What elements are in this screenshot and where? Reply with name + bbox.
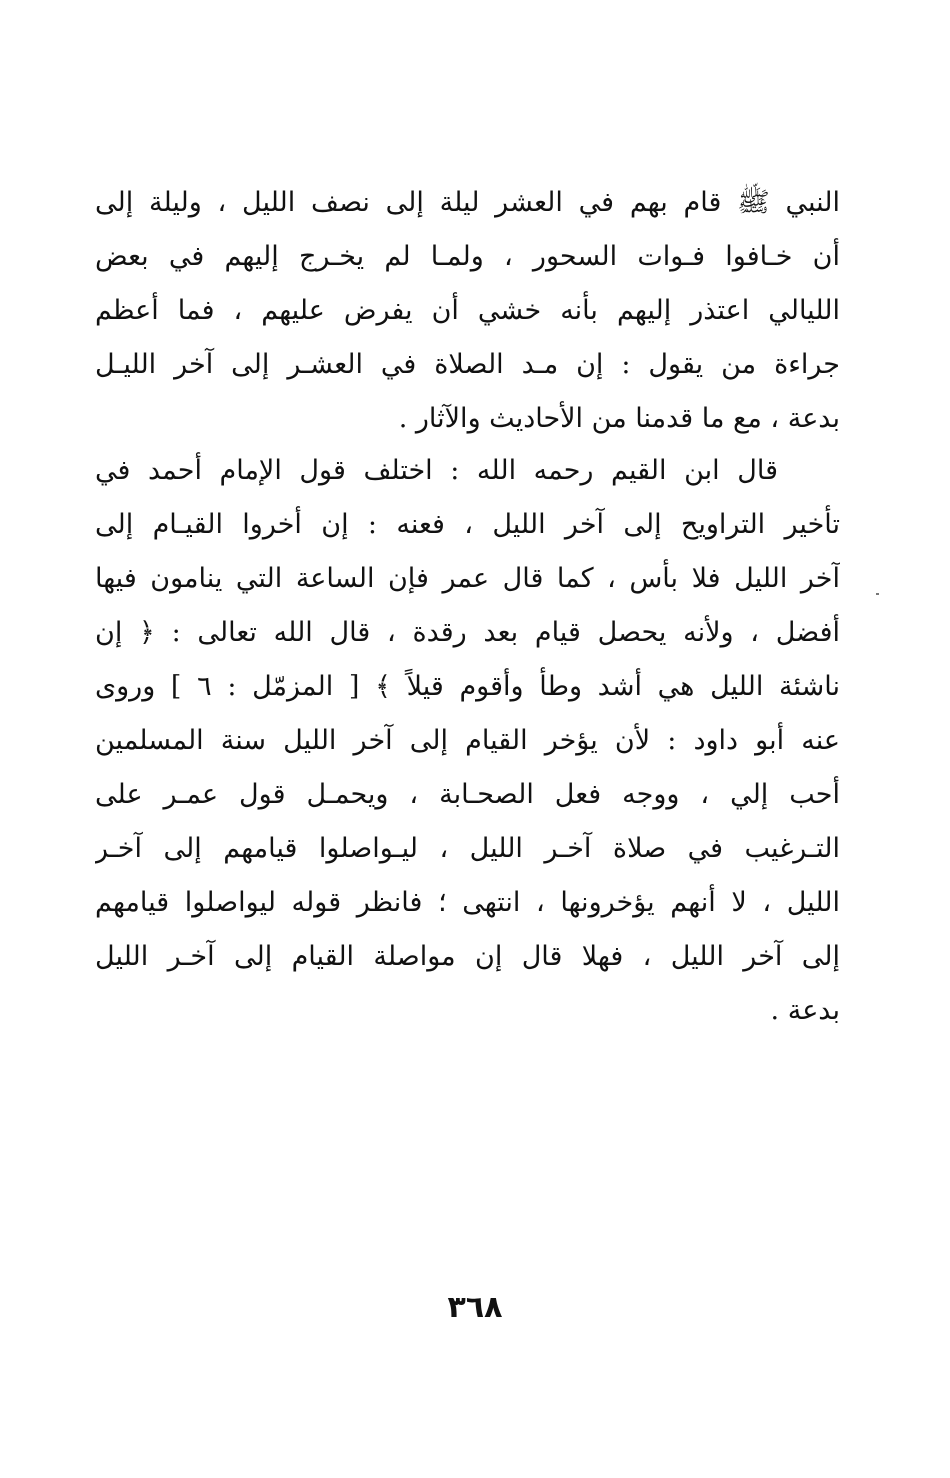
paragraph-1 — [95, 176, 840, 446]
text-line: قال ابن القيم رحمه الله : اختلف قول الإمام أحمد في — [95, 455, 778, 486]
text-line: ناشئة الليل هي أشد وطأ وأقوم قيلاً ﴾ [ المزمّل : ٦ ] وروى — [95, 671, 840, 702]
text-line: آخر الليل فلا بأس ، كما قال عمر فإن الساعة التي ينامون فيها — [95, 563, 840, 594]
text-line: الليالي اعتذر إليهم بأنه خشي أن يفرض عليهم ، فما أعظم — [95, 295, 840, 326]
text-line: النبي ﷺ قام بهم في العشر ليلة إلى نصف الليل ، وليلة إلى — [95, 187, 840, 218]
text-line: إلى آخر الليل ، فهلا قال إن مواصلة القيام إلى آخـر الليل — [95, 941, 840, 972]
text-line: أفضل ، ولأنه يحصل قيام بعد رقدة ، قال الله تعالى : ﴿ إن — [95, 617, 840, 648]
text-line: جراءة من يقول : إن مـد الصلاة في العشـر إلى آخر الليـل — [95, 349, 840, 380]
text-line: الليل ، لا أنهم يؤخرونها ، انتهى ؛ فانظر قوله ليواصلوا قيامهم — [95, 887, 840, 918]
paragraph-2 — [95, 444, 840, 1038]
text-line: بدعة . — [770, 995, 840, 1026]
scan-speck — [876, 593, 879, 595]
text-line: التـرغيب في صلاة آخـر الليل ، ليـواصلوا قيامهم إلى آخـر — [95, 833, 840, 864]
text-line: تأخير التراويح إلى آخر الليل ، فعنه : إن أخروا القيـام إلى — [95, 509, 840, 540]
text-line: أن خـافوا فـوات السحور ، ولمـا لم يخـرج إليهم في بعض — [95, 241, 840, 272]
page-number: ٣٦٨ — [447, 1290, 503, 1325]
text-line: بدعة ، مع ما قدمنا من الأحاديث والآثار . — [398, 403, 840, 434]
text-line: أحب إلي ، ووجه فعل الصحـابة ، ويحمـل قول عمـر على — [95, 779, 840, 810]
text-line: عنه أبو داود : لأن يؤخر القيام إلى آخر الليل سنة المسلمين — [95, 725, 840, 756]
